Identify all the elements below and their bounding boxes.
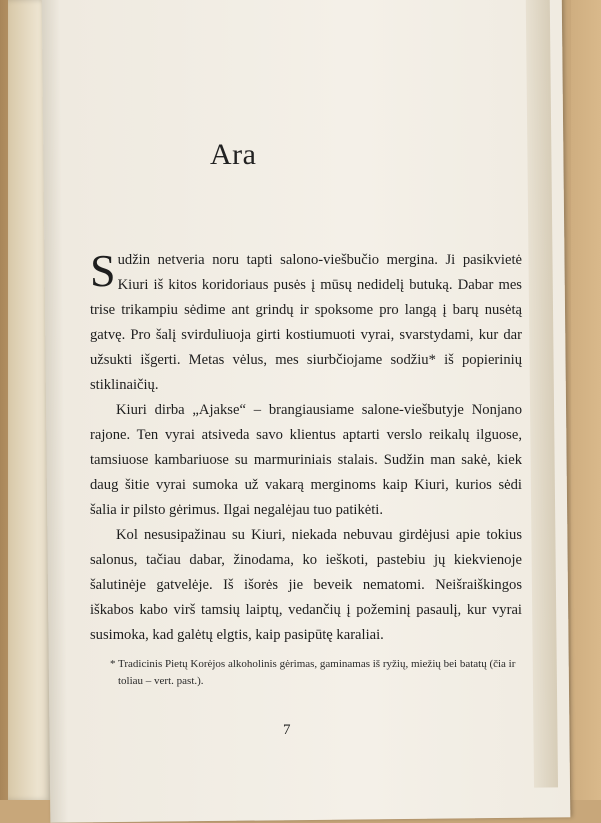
chapter-title: Ara bbox=[210, 138, 257, 171]
paragraph-2: Kiuri dirba „Ajakse“ – brangiausiame salone-viešbutyje Nonjano rajone. Ten vyrai atsiveda savo klientus aptarti verslo reikalų ilguose, tamsiuose kambariuose su marmuriniais stalais. Sudžin man sakė, kiek daug šitie vyrai sumoka už vakarą merginoms kaip Kiuri, kurios sėdi šalia ir pilsto gėrimus. Ilgai negalėjau tuo patikėti. bbox=[90, 402, 522, 518]
page-stack-edge bbox=[526, 0, 558, 788]
footnote: * Tradicinis Pietų Korėjos alkoholinis gėrimas, gaminamas iš ryžių, miežių bei batatų (čia ir toliau – vert. past.). bbox=[110, 658, 516, 687]
paragraph-1-text: udžin netveria noru tapti salono-viešbučio mergina. Ji pasikvietė Kiuri iš kitos koridoriaus pusės į mūsų nedidelį butuką. Dabar mes trise trikampiu sėdime ant grindų ir spoksome pro langą į barų nusėtą gatvę. Pro šalį svirduliuoja girti kostiumuoti vyrai, svarstydami, kur dar užsukti išgerti. Metas vėlus, mes siurbčiojame sodžiu* iš popierinių stiklinaičių. bbox=[90, 252, 522, 393]
paragraph-3: Kol nesusipažinau su Kiuri, niekada nebuvau girdėjusi apie tokius salonus, tačiau dabar, žinodama, ko ieškoti, pastebiu jų kiekvienoje šalutinėje gatvelėje. Iš išorės jie beveik nematomi. Neišraiškingos iškabos kabo virš tamsių laiptų, vedančių į požeminį pasaulį, kur vyrai susimoka, kad galėtų elgtis, kaip pasipūtę karaliai. bbox=[90, 527, 522, 643]
table-surface-right bbox=[571, 0, 601, 800]
page-number: 7 bbox=[283, 722, 291, 738]
paragraph-1 bbox=[90, 245, 522, 398]
drop-cap: S bbox=[90, 245, 116, 296]
body-text bbox=[90, 245, 522, 648]
